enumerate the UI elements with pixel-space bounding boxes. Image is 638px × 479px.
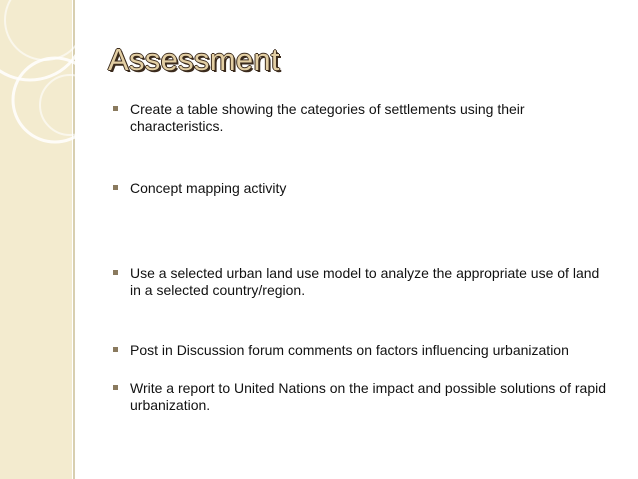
bullet-square-icon [113,270,118,275]
bullet-square-icon [113,106,118,111]
bullet-item [113,265,613,299]
decorative-circle-middle-inner [40,75,100,135]
slide-title: Assessment [108,42,280,77]
decorative-circle-top [0,0,85,80]
bullet-item [113,101,613,135]
bullet-text: Use a selected urban land use model to analyze the appropriate use of land in a selected country/region. [130,265,600,298]
bullet-square-icon [113,185,118,190]
bullet-item [113,180,613,197]
bullet-item [113,380,613,414]
decorative-circle-top-inner [5,0,85,60]
bullet-text: Create a table showing the categories of settlements using their characteristics. [130,101,525,134]
bullet-text: Write a report to United Nations on the impact and possible solutions of rapid urbanization. [130,380,606,413]
bullet-text: Post in Discussion forum comments on factors influencing urbanization [130,342,569,358]
bullet-text: Concept mapping activity [130,180,287,196]
bullet-square-icon [113,347,118,352]
bullet-item [113,342,613,359]
decorative-circle-middle [13,58,97,142]
bullet-square-icon [113,385,118,390]
